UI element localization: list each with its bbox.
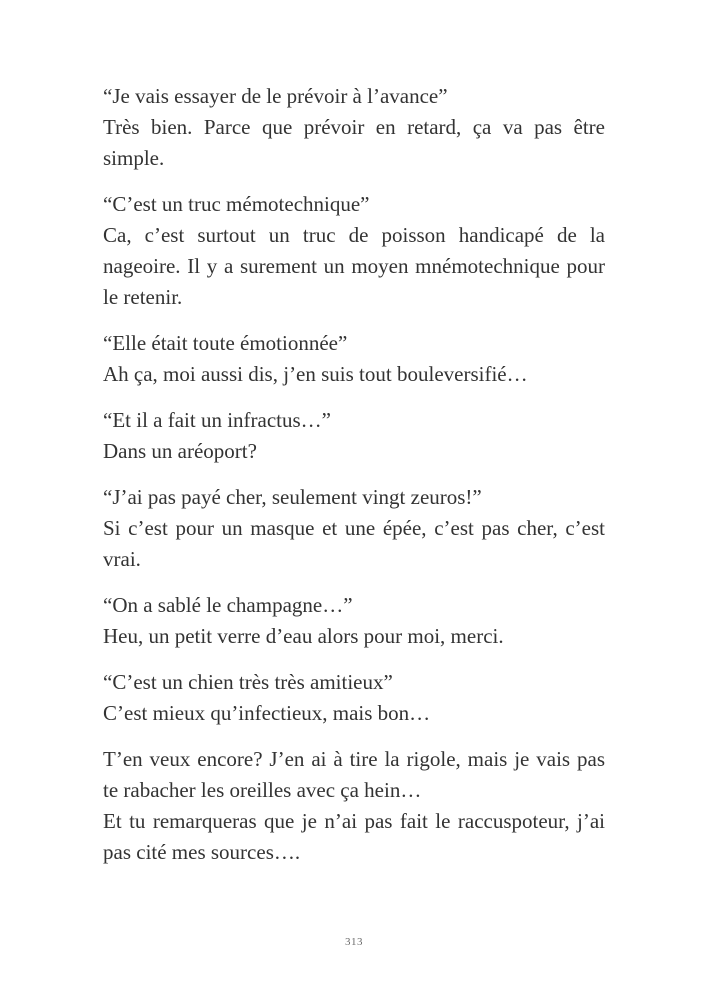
quote-line: “Elle était toute émotionnée” xyxy=(103,331,348,355)
quote-line: “C’est un truc mémotechnique” xyxy=(103,192,370,216)
reply-line: Ah ça, moi aussi dis, j’en suis tout bouleversifié… xyxy=(103,362,528,386)
paragraph xyxy=(103,405,605,467)
text-content xyxy=(103,81,605,868)
quote-line: “On a sablé le champagne…” xyxy=(103,593,353,617)
paragraph xyxy=(103,482,605,575)
paragraph xyxy=(103,328,605,390)
quote-line: “Et il a fait un infractus…” xyxy=(103,408,331,432)
reply-line: Ca, c’est surtout un truc de poisson handicapé de la nageoire. Il y a surement un moyen mnémotechnique pour le retenir. xyxy=(103,223,605,309)
paragraph xyxy=(103,81,605,174)
page-number: 313 xyxy=(345,936,363,948)
quote-line: “J’ai pas payé cher, seulement vingt zeuros!” xyxy=(103,485,482,509)
paragraph xyxy=(103,667,605,729)
text-line: Et tu remarqueras que je n’ai pas fait le raccuspoteur, j’ai pas cité mes sources…. xyxy=(103,809,605,864)
quote-line: “Je vais essayer de le prévoir à l’avance” xyxy=(103,84,448,108)
reply-line: Heu, un petit verre d’eau alors pour moi, merci. xyxy=(103,624,504,648)
paragraph xyxy=(103,189,605,313)
paragraph xyxy=(103,744,605,868)
reply-line: Dans un aréoport? xyxy=(103,439,257,463)
text-line: T’en veux encore? J’en ai à tire la rigole, mais je vais pas te rabacher les oreilles avec ça hein… xyxy=(103,747,605,802)
reply-line: Si c’est pour un masque et une épée, c’est pas cher, c’est vrai. xyxy=(103,516,605,571)
quote-line: “C’est un chien très très amitieux” xyxy=(103,670,393,694)
reply-line: C’est mieux qu’infectieux, mais bon… xyxy=(103,701,431,725)
reply-line: Très bien. Parce que prévoir en retard, ça va pas être simple. xyxy=(103,115,605,170)
paragraph xyxy=(103,590,605,652)
